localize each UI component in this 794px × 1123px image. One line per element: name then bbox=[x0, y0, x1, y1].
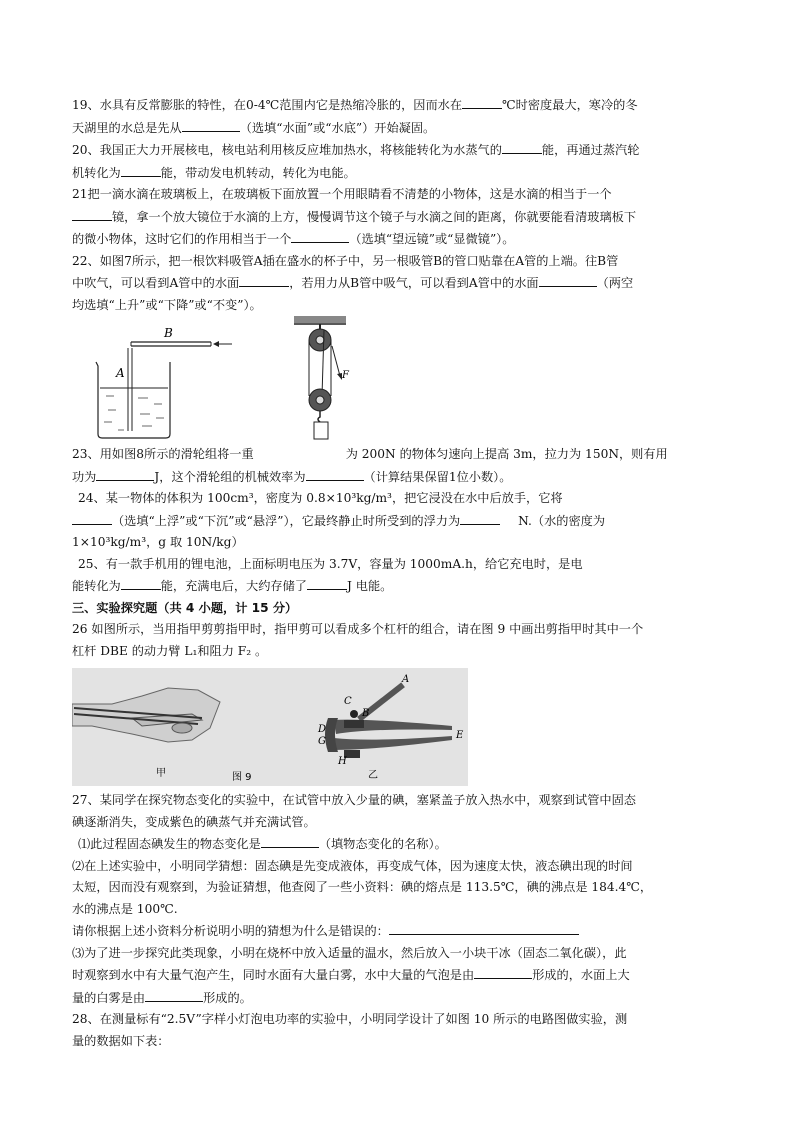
figure-9 bbox=[72, 668, 468, 786]
question-27: 27、某同学在探究物态变化的实验中，在试管中放入少量的碘，塞紧盖子放入热水中，观察到试管中固态 bbox=[72, 793, 636, 807]
question-27-part3-cont2: 量的白雾是由 形成的。 bbox=[72, 987, 720, 1010]
question-27-cont: 碘逐渐消失，变成紫色的碘蒸气并充满试管。 bbox=[72, 814, 316, 829]
answer-blank[interactable] bbox=[182, 117, 240, 132]
fig7-label-b: B bbox=[164, 326, 173, 340]
answer-blank[interactable] bbox=[306, 466, 364, 481]
figure-8 bbox=[294, 316, 350, 439]
figure-9-drawing bbox=[72, 668, 468, 786]
question-27-part2-ask: 请你根据上述小资料分析说明小明的猜想为什么是错误的： bbox=[72, 920, 720, 943]
question-28: 28、在测量标有“2.5V”字样小灯泡电功率的实验中，小明同学设计了如图 10 所示的电路图做实验，测 bbox=[72, 1012, 628, 1026]
fig9-label-d: D bbox=[318, 724, 327, 735]
fig9-label-g: G bbox=[318, 736, 326, 747]
fig7-label-a: A bbox=[116, 366, 125, 380]
fig9-caption: 图 9 bbox=[232, 772, 252, 783]
fig9-label-b: B bbox=[362, 708, 370, 719]
question-26-cont: 杠杆 DBE 的动力臂 L₁和阻力 F₂ 。 bbox=[72, 643, 268, 658]
answer-blank[interactable] bbox=[72, 510, 112, 525]
fig9-label-e: E bbox=[456, 730, 464, 741]
answer-blank[interactable] bbox=[261, 833, 319, 848]
question-27-part2: ⑵在上述实验中，小明同学猜想：固态碘是先变成液体，再变成气体，因为速度太快，液态碘出现的时间 bbox=[72, 858, 633, 873]
answer-blank[interactable] bbox=[307, 575, 347, 590]
question-21-cont: 镜，拿一个放大镜位于水滴的上方，慢慢调节这个镜子与水滴之间的距离，你就要能看清玻璃板下 bbox=[72, 206, 720, 229]
answer-blank[interactable] bbox=[539, 272, 597, 287]
question-20-cont: 机转化为 能，带动发电机转动，转化为电能。 bbox=[72, 162, 720, 185]
answer-blank[interactable] bbox=[96, 466, 154, 481]
answer-blank[interactable] bbox=[460, 510, 500, 525]
answer-blank[interactable] bbox=[291, 228, 349, 243]
fig9-label-h: H bbox=[338, 756, 347, 767]
answer-blank[interactable] bbox=[474, 964, 532, 979]
question-20: 20、我国正大力开展核电，核电站利用核反应堆加热水，将核能转化为水蒸气的 能，再通过蒸汽轮 bbox=[72, 139, 720, 162]
figure-7-8-drawing bbox=[72, 316, 720, 444]
question-27-part1: ⑴此过程固态碘发生的物态变化是 （填物态变化的名称）。 bbox=[72, 833, 720, 856]
question-24-cont: （选填“上浮”或“下沉”或“悬浮”），它最终静止时所受到的浮力为 N.（水的密度为 bbox=[72, 510, 720, 533]
question-19-cont: 天湖里的水总是先从 （选填“水面”或“水底”）开始凝固。 bbox=[72, 117, 720, 140]
question-23: 23、用如图8所示的滑轮组将一重 为 200N 的物体匀速向上提高 3m，拉力为 150N，则有用 bbox=[72, 447, 668, 461]
figures-7-8 bbox=[72, 316, 720, 444]
answer-blank[interactable] bbox=[121, 575, 161, 590]
question-26: 26 如图所示，当用指甲剪剪指甲时，指甲剪可以看成多个杠杆的组合，请在图 9 中画出剪指甲时其中一个 bbox=[72, 622, 644, 636]
question-28-cont: 量的数据如下表： bbox=[72, 1033, 170, 1048]
question-27-part2-cont2: 水的沸点是 100℃. bbox=[72, 901, 178, 916]
question-27-part3: ⑶为了进一步探究此类现象，小明在烧杯中放入适量的温水，然后放入一小块干冰（固态二氧化碳），此 bbox=[72, 945, 627, 960]
answer-blank[interactable] bbox=[121, 162, 161, 177]
answer-blank[interactable] bbox=[239, 272, 289, 287]
fig9-label-yi: 乙 bbox=[368, 770, 378, 781]
question-25-cont: 能转化为 能，充满电后，大约存储了 J 电能。 bbox=[72, 575, 720, 598]
question-21: 21把一滴水滴在玻璃板上，在玻璃板下面放置一个用眼睛看不清楚的小物体，这是水滴的相当于一个 bbox=[72, 187, 612, 201]
question-22-cont: 中吹气，可以看到A管中的水面 ，若用力从B管中吸气，可以看到A管中的水面 （两空 bbox=[72, 272, 720, 295]
question-24: 24、某一物体的体积为 100cm³，密度为 0.8×10³kg/m³，把它浸没在水中后放手，它将 bbox=[78, 491, 563, 505]
fig9-label-a: A bbox=[402, 674, 410, 685]
answer-blank[interactable] bbox=[462, 94, 502, 109]
question-24-cont2: 1×10³kg/m³，g 取 10N/kg） bbox=[72, 535, 244, 549]
question-27-part2-cont: 太短，因而没有观察到，为验证猜想，他查阅了一些小资料：碘的熔点是 113.5℃，碘的沸点是 184.4℃， bbox=[72, 880, 653, 894]
question-22-cont2: 均选填“上升”或“下降”或“不变”）。 bbox=[72, 297, 262, 312]
fig9-label-jia: 甲 bbox=[156, 768, 166, 779]
exam-page bbox=[72, 94, 720, 1052]
section-heading: 三、实验探究题（共 4 小题，计 15 分） bbox=[72, 600, 298, 615]
fig9-label-c: C bbox=[344, 696, 352, 707]
answer-blank[interactable] bbox=[502, 139, 542, 154]
question-25: 25、有一款手机用的锂电池，上面标明电压为 3.7V，容量为 1000mA.h，给它充电时，是电 bbox=[78, 556, 583, 571]
fig8-label-f: F bbox=[342, 370, 349, 381]
answer-blank[interactable] bbox=[72, 206, 112, 221]
question-23-cont: 功为 J，这个滑轮组的机械效率为 （计算结果保留1位小数）。 bbox=[72, 466, 720, 489]
question-22: 22、如图7所示，把一根饮料吸管A插在盛水的杯子中，另一根吸管B的管口贴靠在A管的上端。往B管 bbox=[72, 253, 619, 268]
question-21-cont2: 的微小物体，这时它们的作用相当于一个 （选填“望远镜”或“显微镜”）。 bbox=[72, 228, 720, 251]
question-19: 19、水具有反常膨胀的特性，在0-4℃范围内它是热缩冷胀的，因而水在 ℃时密度最大，寒冷的冬 bbox=[72, 94, 720, 117]
answer-blank[interactable] bbox=[145, 987, 203, 1002]
question-27-part3-cont: 时观察到水中有大量气泡产生，同时水面有大量白雾，水中大量的气泡是由 形成的，水面上大 bbox=[72, 964, 720, 987]
figure-7 bbox=[96, 326, 232, 438]
answer-blank[interactable] bbox=[389, 920, 579, 935]
